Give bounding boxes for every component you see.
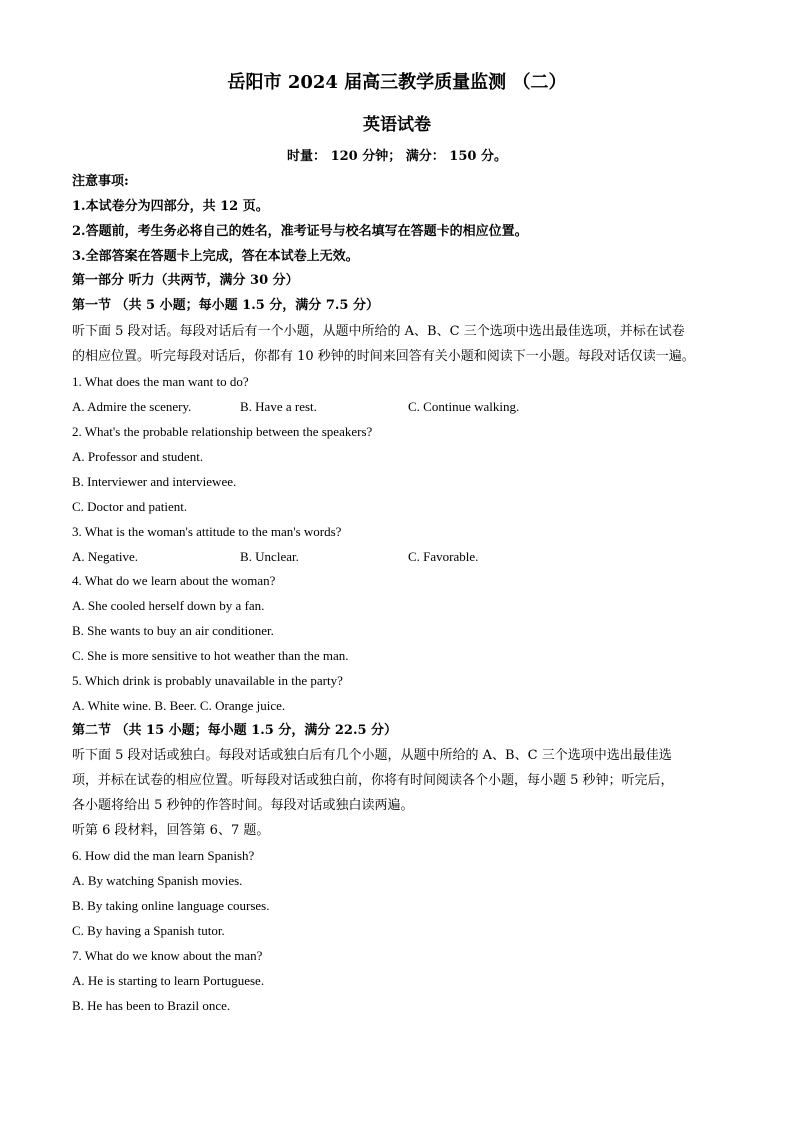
q5-options: A. White wine. B. Beer. C. Orange juice. xyxy=(72,698,286,713)
q2-option-a: A. Professor and student. xyxy=(72,449,204,464)
question-3: 3. What is the woman's attitude to the man's words? xyxy=(72,524,342,539)
q3-option-a: A. Negative. xyxy=(72,549,139,564)
question-5: 5. Which drink is probably unavailable in the party? xyxy=(72,673,343,688)
exam-title: 岳阳市 2024 届高三教学质量监测 （二） xyxy=(227,72,567,93)
question-6: 6. How did the man learn Spanish? xyxy=(72,848,255,863)
question-1: 1. What does the man want to do? xyxy=(72,374,249,389)
q1-option-a: A. Admire the scenery. xyxy=(72,399,192,414)
q6-option-c: C. By having a Spanish tutor. xyxy=(72,923,225,938)
q6-option-b: B. By taking online language courses. xyxy=(72,898,270,913)
q4-option-c: C. She is more sensitive to hot weather than the man. xyxy=(72,648,349,663)
note-item: 1.本试卷分为四部分，共 12 页。 xyxy=(72,199,269,214)
q2-option-b: B. Interviewer and interviewee. xyxy=(72,474,237,489)
q3-option-c: C. Favorable. xyxy=(408,549,479,564)
q4-option-b: B. She wants to buy an air conditioner. xyxy=(72,623,274,638)
time-info: 时量： 120 分钟； 满分： 150 分。 xyxy=(287,149,507,164)
section2-instruction: 听下面 5 段对话或独白。每段对话或独白后有几个小题，从题中所给的 A、B、C 三个选项中选出最佳选 xyxy=(72,748,672,763)
q7-option-a: A. He is starting to learn Portuguese. xyxy=(72,973,265,988)
section2-heading: 第二节 （共 15 小题；每小题 1.5 分，满分 22.5 分） xyxy=(72,723,398,738)
question-4: 4. What do we learn about the woman? xyxy=(72,573,276,588)
q3-option-b: B. Unclear. xyxy=(240,549,299,564)
note-item: 2.答题前，考生务必将自己的姓名，准考证号与校名填写在答题卡的相应位置。 xyxy=(72,224,528,239)
section2-instruction: 各小题将给出 5 秒钟的作答时间。每段对话或独白读两遍。 xyxy=(72,798,414,813)
notes-heading: 注意事项: xyxy=(72,174,129,189)
question-7: 7. What do we know about the man? xyxy=(72,948,263,963)
question-2: 2. What's the probable relationship between the speakers? xyxy=(72,424,373,439)
q7-option-b: B. He has been to Brazil once. xyxy=(72,998,231,1013)
q6-option-a: A. By watching Spanish movies. xyxy=(72,873,243,888)
section1-instruction: 听下面 5 段对话。每段对话后有一个小题，从题中所给的 A、B、C 三个选项中选出最佳选项，并标在试卷 xyxy=(72,324,685,339)
section1-instruction: 的相应位置。听完每段对话后，你都有 10 秒钟的时间来回答有关小题和阅读下一小题。每段对话仅读一遍。 xyxy=(72,349,695,364)
q4-option-a: A. She cooled herself down by a fan. xyxy=(72,598,265,613)
part1-heading: 第一部分 听力（共两节，满分 30 分） xyxy=(72,273,299,288)
q2-option-c: C. Doctor and patient. xyxy=(72,499,188,514)
q1-option-c: C. Continue walking. xyxy=(408,399,520,414)
material-6-prompt: 听第 6 段材料，回答第 6、7 题。 xyxy=(72,823,270,838)
q1-option-b: B. Have a rest. xyxy=(240,399,317,414)
exam-subject: 英语试卷 xyxy=(363,115,431,135)
section2-instruction: 项，并标在试卷的相应位置。听每段对话或独白前，你将有时间阅读各个小题，每小题 5 秒钟；听完后， xyxy=(72,773,674,788)
section1-heading: 第一节 （共 5 小题；每小题 1.5 分，满分 7.5 分） xyxy=(72,298,379,313)
note-item: 3.全部答案在答题卡上完成，答在本试卷上无效。 xyxy=(72,249,359,264)
